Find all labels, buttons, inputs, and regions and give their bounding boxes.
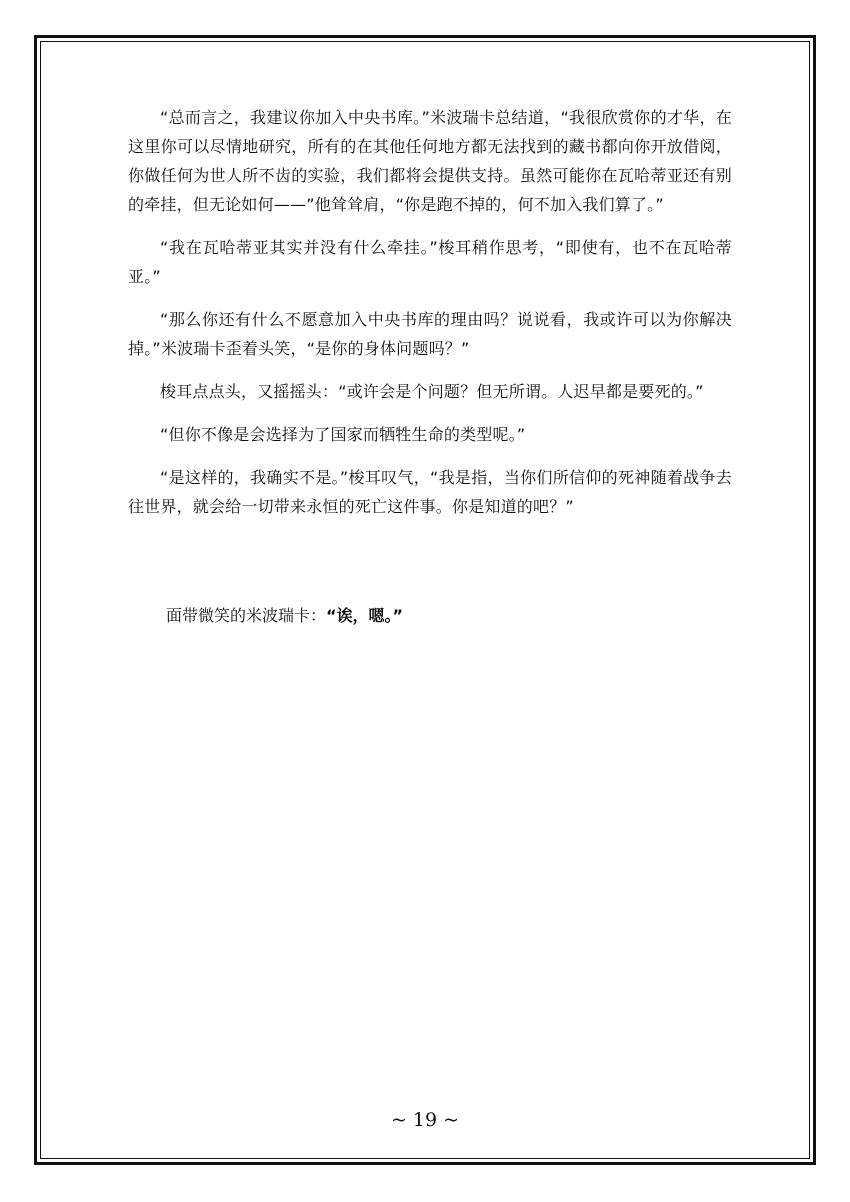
paragraph-6: “是这样的，我确实不是。”梭耳叹气，“我是指，当你们所信仰的死神随着战争去往世界，就会给一切带来永恒的死亡这件事。你是知道的吧？” <box>128 468 732 516</box>
dialogue-line <box>166 603 403 629</box>
paragraph-5: “但你不像是会选择为了国家而牺牲生命的类型呢。” <box>160 425 526 444</box>
dialogue-speech: “诶，嗯。” <box>326 606 404 625</box>
paragraph-4: 梭耳点点头，又摇摇头：“或许会是个问题？但无所谓。人迟早都是要死的。” <box>160 382 704 401</box>
dialogue-speaker: 面带微笑的米波瑞卡： <box>166 606 327 625</box>
body-text <box>128 103 732 535</box>
paragraph-1: “总而言之，我建议你加入中央书库。”米波瑞卡总结道，“我很欣赏你的才华，在这里你可以尽情地研究，所有的在其他任何地方都无法找到的藏书都向你开放借阅，你做任何为世人所不齿的实验，我们都将会提供支持。虽然可能你在瓦哈蒂亚还有别的牵挂，但无论如何——”他耸耸肩，“你是跑不掉的，何不加入我们算了。” <box>128 108 732 214</box>
paragraph-3: “那么你还有什么不愿意加入中央书库的理由吗？说说看，我或许可以为你解决掉。”米波瑞卡歪着头笑，“是你的身体问题吗？” <box>128 310 732 358</box>
paragraph-2: “我在瓦哈蒂亚其实并没有什么牵挂。”梭耳稍作思考，“即使有，也不在瓦哈蒂亚。” <box>128 238 732 286</box>
page-number: ~ 19 ~ <box>390 1109 460 1131</box>
